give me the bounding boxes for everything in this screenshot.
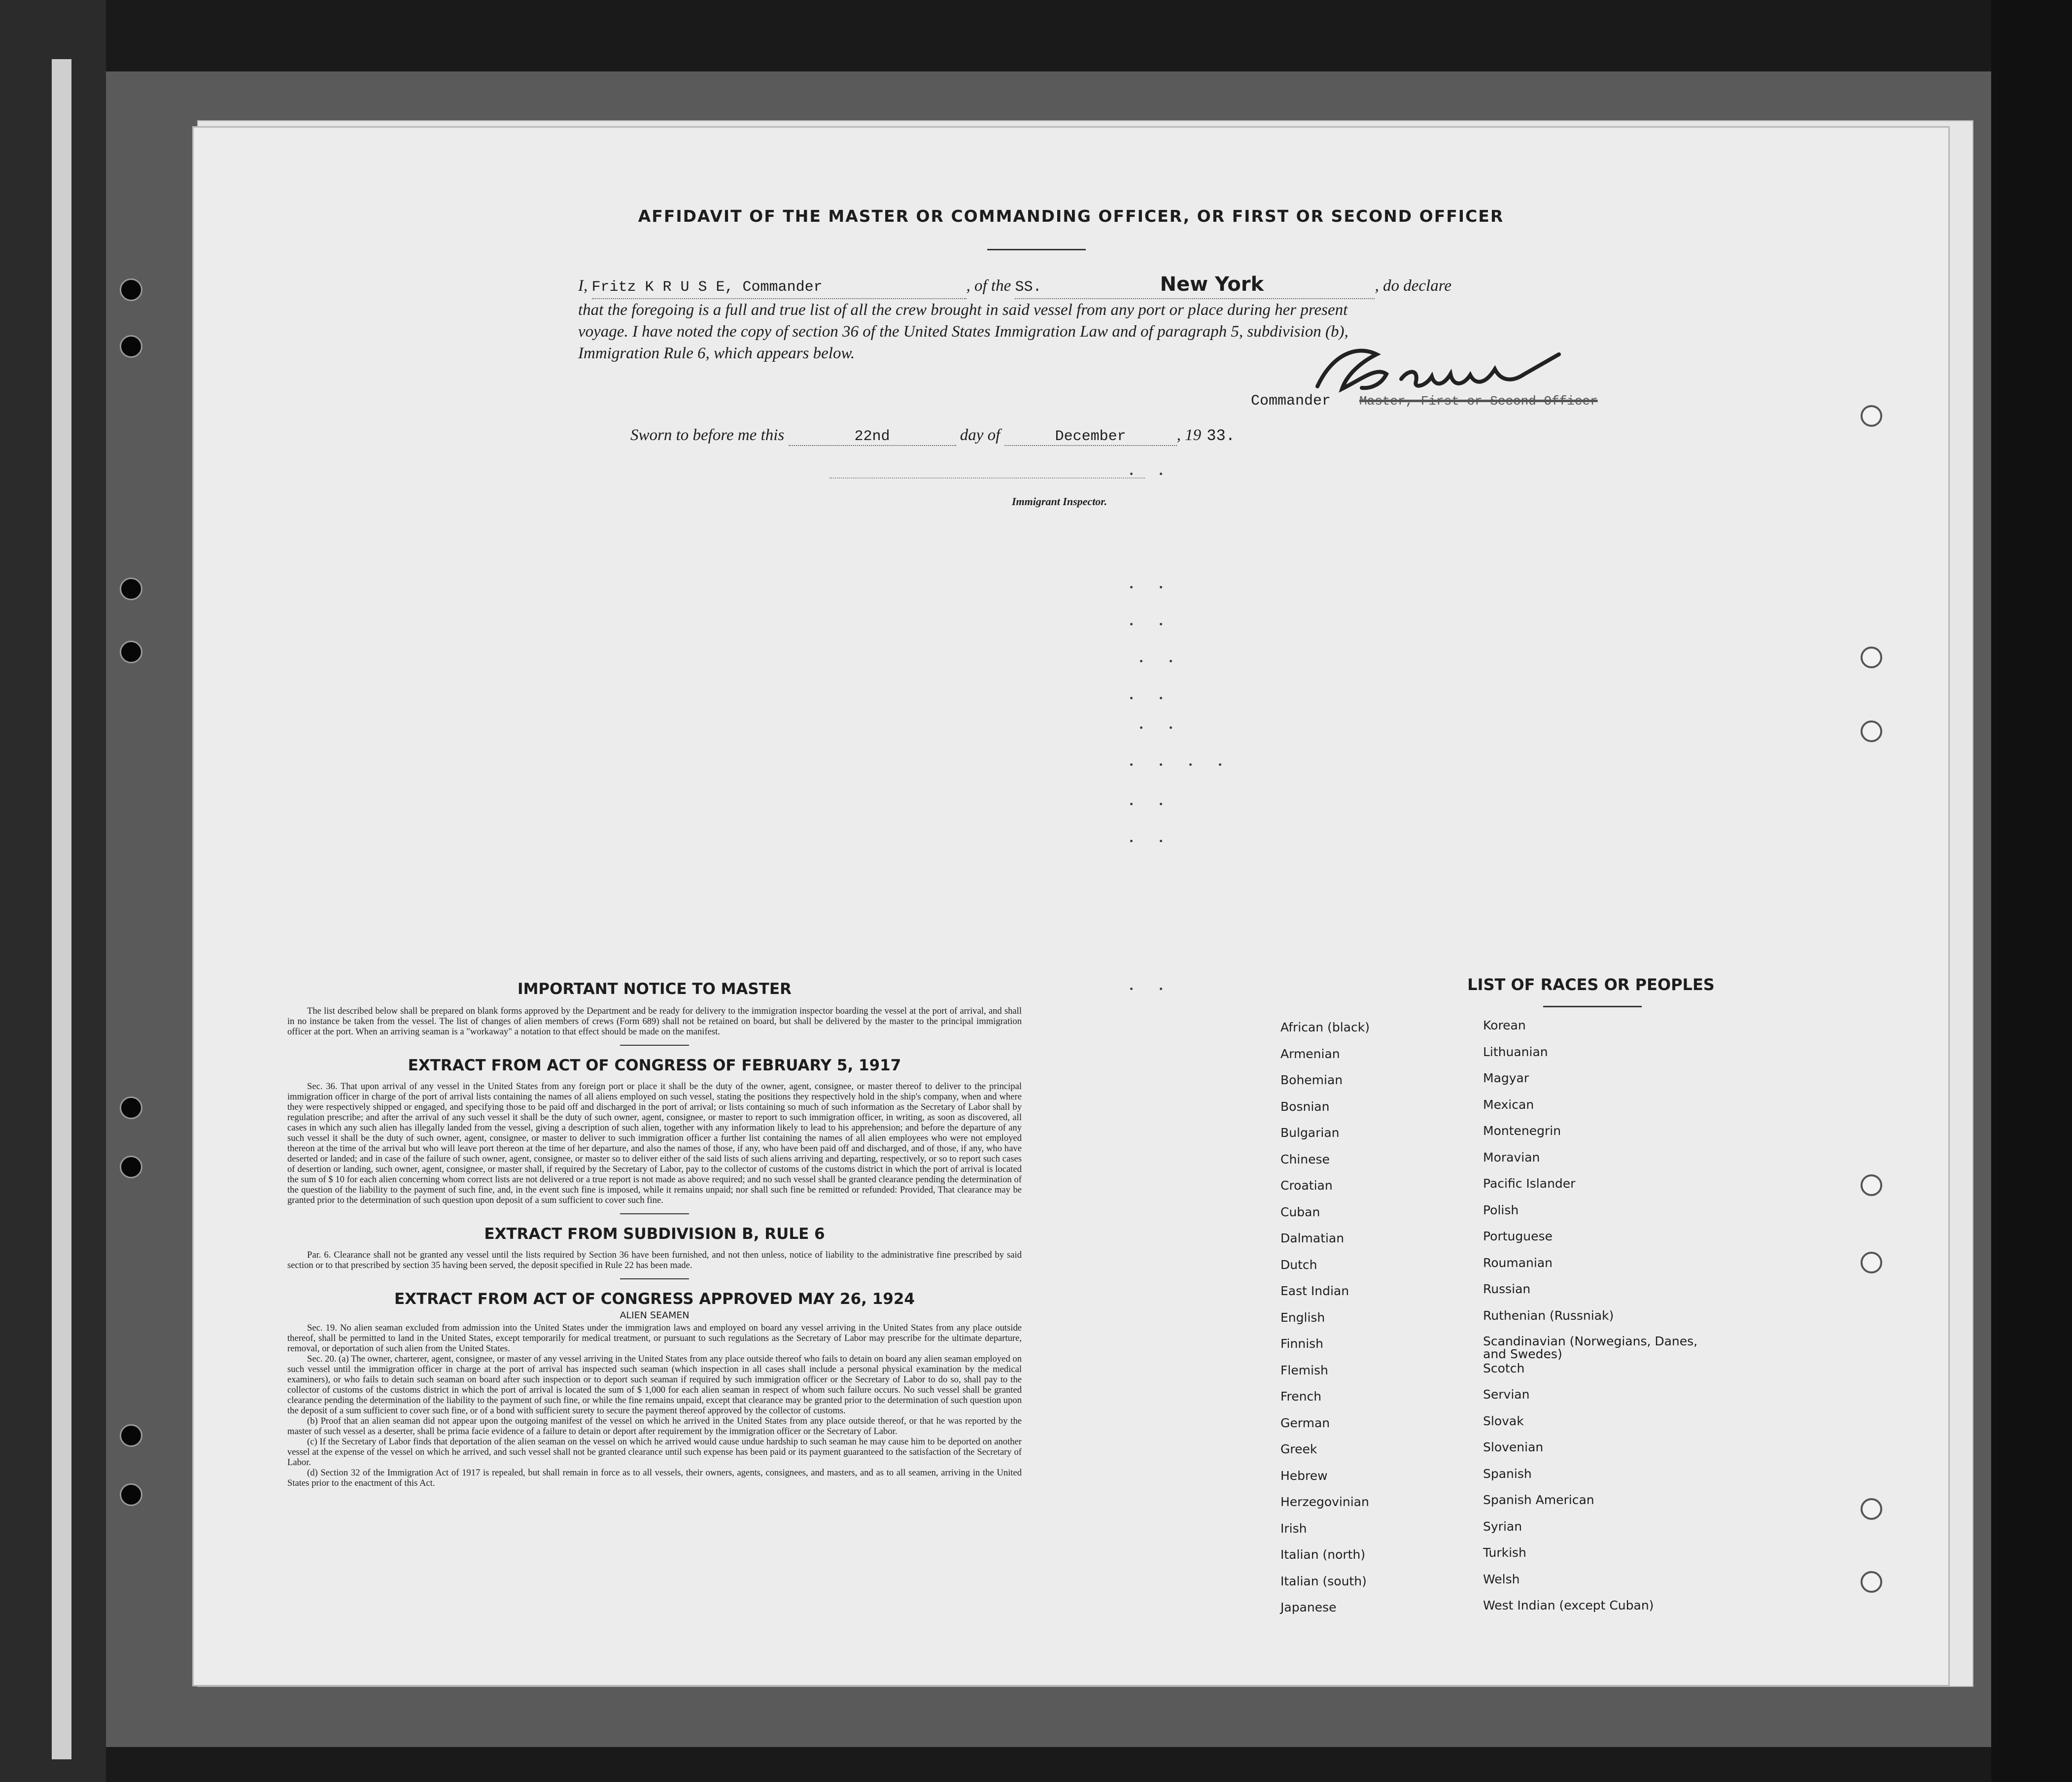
race-item: West Indian (except Cuban)	[1483, 1598, 1654, 1612]
scan-speck	[1160, 586, 1162, 588]
race-item: Bohemian	[1280, 1073, 1343, 1087]
binder-ring	[1861, 405, 1882, 427]
race-item: Polish	[1483, 1202, 1519, 1217]
declaration-line-1: I, Fritz K R U S E, Commander , of the SS. New York , do declare	[578, 274, 1727, 299]
binder-ring	[1861, 1571, 1882, 1593]
race-item: Dalmatian	[1280, 1231, 1345, 1245]
race-item: Finnish	[1280, 1336, 1324, 1351]
scan-speck	[1130, 473, 1133, 475]
race-item: Italian (south)	[1280, 1574, 1367, 1588]
race-item: Pacific Islander	[1483, 1176, 1576, 1191]
scan-speck	[1219, 763, 1221, 766]
scan-speck	[1130, 803, 1133, 805]
binder-hole	[120, 1483, 142, 1506]
race-item: Slovenian	[1483, 1440, 1544, 1454]
binder-ring	[1861, 720, 1882, 742]
affidavit-title: AFFIDAVIT OF THE MASTER OR COMMANDING OFFICER, OR FIRST OR SECOND OFFICER	[638, 206, 1504, 226]
legal-notices	[287, 980, 1022, 1488]
race-item: Chinese	[1280, 1152, 1330, 1166]
race-item: Armenian	[1280, 1046, 1340, 1061]
scan-speck	[1130, 697, 1133, 699]
title-underline	[987, 249, 1086, 250]
scan-speck	[1189, 763, 1192, 766]
race-item: Spanish American	[1483, 1493, 1594, 1507]
race-item: Moravian	[1483, 1150, 1540, 1165]
binding-strip	[52, 59, 71, 1759]
extract-1924-sec20d: (d) Section 32 of the Immigration Act of 1917 is repealed, but shall remain in force as to all vessels, their owners, agents, consignees, and masters, and as to all seamen, arriving in the United States prior to the enactment of this Act.	[287, 1468, 1022, 1488]
scan-speck	[1130, 840, 1133, 842]
extract-1917-title: EXTRACT FROM ACT OF CONGRESS OF FEBRUARY 5, 1917	[408, 1057, 901, 1074]
race-item: Croatian	[1280, 1178, 1333, 1193]
commander-signature	[1303, 340, 1598, 399]
section-divider	[620, 1213, 689, 1214]
scan-speck	[1160, 840, 1162, 842]
binder-ring	[1861, 647, 1882, 668]
race-item: Roumanian	[1483, 1255, 1553, 1270]
races-list-left	[1280, 1021, 1458, 1627]
race-item: Mexican	[1483, 1097, 1534, 1112]
race-item: Bulgarian	[1280, 1126, 1340, 1140]
declaration-line-4: Immigration Rule 6, which appears below.	[578, 344, 855, 362]
scan-speck	[1170, 660, 1172, 662]
race-item: Italian (north)	[1280, 1547, 1366, 1562]
scan-speck	[1160, 623, 1162, 625]
signature-struck-title: Master, First or Second Officer	[1359, 394, 1598, 409]
binder-hole	[120, 1424, 142, 1447]
extract-1924-sec20a: Sec. 20. (a) The owner, charterer, agent, consignee, or master of any vessel arriving in the United States from any place outside thereof who fails to detain on board any alien seaman employed on such vessel until the immigration officer in charge at the port of arrival has inspected such seaman (which inspection in all cases shall include a personal physical examination by the medical examiners), or who fails to detain such seaman on board after such inspection or to deport such seaman if required by such immigration officer or the Secretary of Labor to do so, shall pay to the collector of customs of the customs district in which the port of arrival is located the sum of $ 1,000 for each alien seaman in respect of whom such failure occurs. No such vessel shall be granted clearance pending the determination of the liability to the payment of such fine, or while the fine remains unpaid, except that clearance may be granted prior to the determination of such question upon the deposit of a sum sufficient to cover such fine, or of a bond with sufficient surety to secure the payment thereof approved by the collector of customs.	[287, 1354, 1022, 1416]
ship-name-field: SS. New York	[1015, 274, 1375, 299]
race-item: Flemish	[1280, 1363, 1328, 1377]
race-item: Irish	[1280, 1521, 1307, 1536]
scan-speck	[1160, 803, 1162, 805]
extract-1917-text: Sec. 36. That upon arrival of any vessel in the United States from any foreign port or place it shall be the duty of the owner, agent, consignee, or master thereof to deliver to the principal immigration officer in charge of the port of arrival lists containing the names of all aliens employed on such vessel, stating the positions they respectively hold in the ship's company, when and where they were respectively shipped or engaged, and specifying those to be paid off and discharged in the port of arrival; or lists containing so much of such information as the Secretary of Labor shall by regulation prescribe; and after the arrival of any such vessel it shall be the duty of such owner, agent, consignee, or master to report to such immigration officer, in writing, as soon as discovered, all cases in which any such alien has illegally landed from the vessel, giving a description of such alien, together with any information likely to lead to his apprehension; and before the departure of any such vessel it shall be the duty of such owner, agent, consignee, or master to deliver to such immigration officer a further list containing the names of all alien employees who were not employed thereon at the time of the arrival but who will leave port thereon at the time of her departure, and also the names of those, if any, who have been paid off and discharged, and of those, if any, who have deserted or landed; and in case of the failure of such owner, agent, consignee, or master so to deliver either of the said lists of such aliens arriving and departing, respectively, or so to report such cases of desertion or landing, such owner, agent, consignee, or master shall, if required by the Secretary of Labor, pay to the collector of customs of the customs district in which the port of arrival is located the sum of $ 10 for each alien concerning whom correct lists are not delivered or a true report is not made as above required; and no such vessel shall be granted clearance pending the determination of the question of the liability to the payment of such fine, and, in the event such fine is imposed, while it remains unpaid; nor shall such fine be remitted or refunded: Provided, That clearance may be granted prior to the determination of such question upon deposit of a sum sufficient to cover such fine.	[287, 1081, 1022, 1205]
declaration-line-3: voyage. I have noted the copy of section 36 of the United States Immigration Law and of paragraph 5, subdivision (b),	[578, 323, 1348, 341]
notice-title: IMPORTANT NOTICE TO MASTER	[518, 980, 792, 998]
race-item: Greek	[1280, 1442, 1317, 1456]
race-item: Dutch	[1280, 1257, 1317, 1272]
race-item: Japanese	[1280, 1600, 1337, 1614]
scan-speck	[1170, 726, 1172, 729]
scan-speck	[1130, 988, 1133, 990]
race-item: Spanish	[1483, 1466, 1532, 1481]
race-item: Cuban	[1280, 1204, 1320, 1219]
race-item: Herzegovinian	[1280, 1495, 1369, 1509]
inspector-signature-line	[829, 478, 1145, 479]
binder-hole	[120, 578, 142, 600]
scan-speck	[1140, 726, 1142, 729]
extract-1924-title: EXTRACT FROM ACT OF CONGRESS APPROVED MAY 26, 1924	[394, 1290, 915, 1308]
race-item: Portuguese	[1483, 1229, 1553, 1243]
affidavit-page	[192, 126, 1950, 1686]
binder-hole	[120, 1097, 142, 1119]
sworn-year-field: 33.	[1207, 427, 1235, 445]
race-item: Lithuanian	[1483, 1044, 1548, 1059]
binder-ring	[1861, 1174, 1882, 1196]
race-item: Slovak	[1483, 1413, 1524, 1428]
extract-1924-sec19: Sec. 19. No alien seaman excluded from admission into the United States under the immigration laws and employed on board any vessel arriving in the United States from any place outside thereof, shall be permitted to land in the United States, except temporarily for medical treatment, or pursuant to such regulations as the Secretary of Labor may prescribe for the ultimate departure, removal, or deportation of such alien from the United States.	[287, 1323, 1022, 1354]
scan-speck	[1130, 763, 1133, 766]
scan-speck	[1160, 763, 1162, 766]
binder-hole	[120, 278, 142, 301]
race-item: East Indian	[1280, 1284, 1349, 1298]
race-item: Servian	[1483, 1387, 1530, 1402]
scan-speck	[1160, 988, 1162, 990]
race-item: Ruthenian (Russniak)	[1483, 1308, 1614, 1323]
scan-left-margin	[0, 0, 106, 1782]
inspector-label: Immigrant Inspector.	[1012, 495, 1107, 508]
binder-ring	[1861, 1252, 1882, 1273]
race-item: English	[1280, 1310, 1325, 1325]
scan-speck	[1130, 586, 1133, 588]
race-item: French	[1280, 1389, 1322, 1404]
race-item: Welsh	[1483, 1572, 1520, 1586]
extract-rule6-text: Par. 6. Clearance shall not be granted any vessel until the lists required by Section 36 have been furnished, and not then unless, notice of liability to the administrative fine prescribed by said section or to that prescribed by section 35 having been served, the deposit specified in Rule 22 has been made.	[287, 1250, 1022, 1270]
race-item: Syrian	[1483, 1519, 1522, 1534]
notice-text: The list described below shall be prepared on blank forms approved by the Department and be ready for delivery to the immigration inspector boarding the vessel at the port of arrival, and shall in no instance be taken from the vessel. The list of changes of alien members of crews (Form 689) shall not be retained on board, but shall be delivered by the master to the principal immigration officer at the port. When an arriving seaman is a "workaway" a notation to that effect should be made on the manifest.	[287, 1006, 1022, 1037]
signature-title: Commander	[1251, 393, 1331, 410]
extract-1924-sec20b: (b) Proof that an alien seaman did not appear upon the outgoing manifest of the vessel on which he arrived in the United States from any place outside thereof, or that he was reported by the master of such vessel as a deserter, shall be prima facie evidence of a failure to detain or deport after requirement by the immigration officer or the Secretary of Labor.	[287, 1416, 1022, 1437]
race-item: Montenegrin	[1483, 1124, 1561, 1138]
extract-rule6-title: EXTRACT FROM SUBDIVISION B, RULE 6	[484, 1225, 825, 1243]
race-item: Magyar	[1483, 1071, 1529, 1085]
scan-speck	[1160, 697, 1162, 699]
master-name-field: Fritz K R U S E, Commander	[592, 276, 967, 299]
race-item: Scotch	[1483, 1361, 1525, 1375]
ship-name: New York	[1160, 273, 1264, 296]
race-item: African (black)	[1280, 1020, 1370, 1034]
extract-1924-sec20c: (c) If the Secretary of Labor finds that deportation of the alien seaman on the vessel on which he arrived would cause undue hardship to such seaman he may cause him to be deported on another vessel at the expense of the vessel on which he arrived, and such vessel shall not be granted clearance until such expense has been paid or its payment guaranteed to the satisfaction of the Secretary of Labor.	[287, 1437, 1022, 1468]
scan-speck	[1140, 660, 1142, 662]
binder-hole	[120, 641, 142, 663]
sworn-month-field: December	[1004, 428, 1177, 446]
race-item: Korean	[1483, 1018, 1526, 1032]
race-item: German	[1280, 1415, 1330, 1430]
scan-speck	[1130, 623, 1133, 625]
races-title-underline	[1543, 1006, 1642, 1007]
binder-hole	[120, 1156, 142, 1178]
extract-1924-subtitle: ALIEN SEAMEN	[620, 1310, 690, 1321]
races-list-right	[1483, 1019, 1700, 1625]
declaration-line-2: that the foregoing is a full and true list of all the crew brought in said vessel from any port or place during her present	[578, 301, 1348, 319]
race-item: Turkish	[1483, 1545, 1526, 1560]
scan-speck	[1160, 473, 1162, 475]
binder-ring	[1861, 1498, 1882, 1520]
sworn-day-field: 22nd	[789, 428, 956, 446]
race-item: Bosnian	[1280, 1099, 1330, 1114]
race-item: Scandinavian (Norwegians, Danes, and Swedes)	[1483, 1334, 1698, 1361]
race-item: Russian	[1483, 1282, 1531, 1296]
race-item: Hebrew	[1280, 1468, 1328, 1483]
binder-hole	[120, 335, 142, 358]
section-divider	[620, 1045, 689, 1046]
section-divider	[620, 1278, 689, 1279]
sworn-line: Sworn to before me this 22nd day of December , 19 33.	[630, 426, 1241, 446]
races-title: LIST OF RACES OR PEOPLES	[1467, 975, 1715, 994]
scan-right-margin	[1991, 0, 2072, 1782]
